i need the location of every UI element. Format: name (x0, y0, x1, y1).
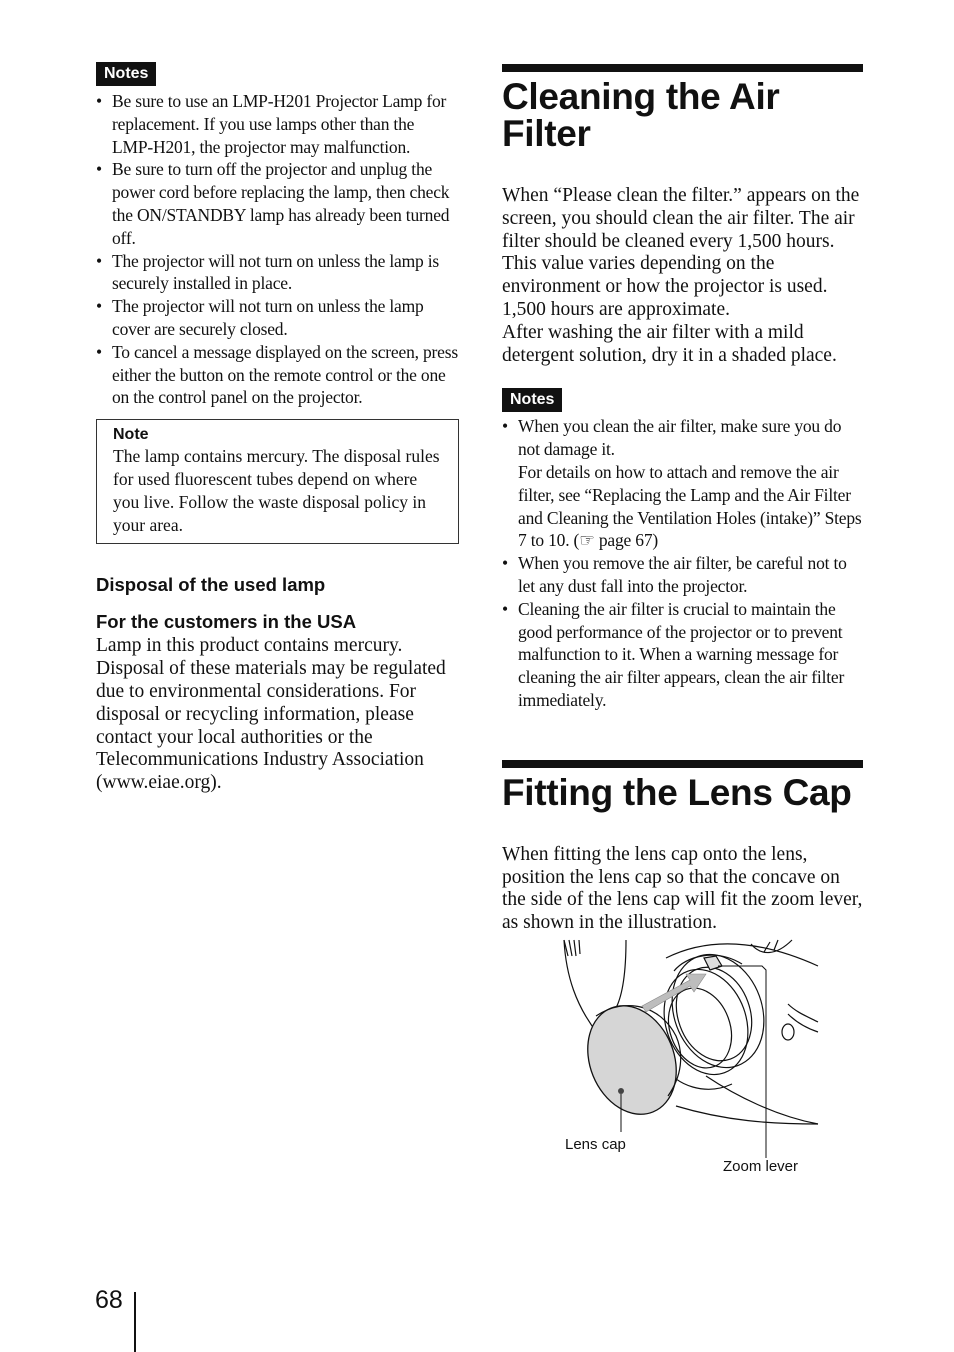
notes-list (96, 90, 458, 409)
page-number-divider (134, 1292, 136, 1352)
disposal-heading: Disposal of the used lamp (96, 574, 326, 596)
list-item: • Cleaning the air filter is crucial to maintain the good performance of the projector or to prevent malfunction to it. When a warning message for cleaning the air filter appears, clean the air filter immediately. (502, 598, 864, 712)
page-number: 68 (95, 1286, 123, 1314)
section-rule (502, 760, 863, 768)
list-item: • The projector will not turn on unless the lamp cover are securely closed. (96, 295, 458, 341)
lens-cap-title: Fitting the Lens Cap (502, 771, 852, 813)
note-subtext: For details on how to attach and remove the air filter, see “Replacing the Lamp and the Air Filter and Cleaning the Ventilation Holes (intake)” Steps 7 to 10. (☞ page 67) (518, 461, 862, 551)
usa-text: Lamp in this product contains mercury. Disposal of these materials may be regulated due to environmental considerations. For disposal or recycling information, please contact your local authorities or the Telecommunications Industry Association (www.eiae.org). (96, 635, 446, 794)
list-item: • The projector will not turn on unless the lamp is securely installed in place. (96, 250, 458, 296)
list-item: • To cancel a message displayed on the screen, press either the button on the remote control or the one on the control panel on the projector. (96, 341, 458, 409)
note-title: Note (113, 426, 149, 444)
list-item (502, 415, 864, 552)
lens-cap-text: When fitting the lens cap onto the lens, position the lens cap so that the concave on the side of the lens cap will fit the zoom lever, as shown in the illustration. (502, 843, 863, 934)
notes-badge: Notes (96, 62, 156, 86)
list-item: • Be sure to turn off the projector and unplug the power cord before replacing the lamp, then check the ON/STANDBY lamp has already been turned off. (96, 158, 458, 249)
left-column (96, 62, 458, 795)
usa-heading: For the customers in the USA (96, 611, 357, 633)
lens-cap-illustration (556, 936, 826, 1186)
air-filter-intro: When “Please clean the filter.” appears on the screen, you should clean the air filter. The air filter should be cleaned every 1,500 hours. This value varies depending on the environment or how the projector is used. 1,500 hours are approximate. (502, 185, 860, 320)
lens-cap-label: Lens cap (565, 1136, 626, 1153)
mercury-note-box (96, 419, 459, 544)
note-text: The lamp contains mercury. The disposal rules for used fluorescent tubes depend on where you live. Follow the waste disposal policy in your area. (113, 446, 440, 535)
list-item: • Be sure to use an LMP-H201 Projector Lamp for replacement. If you use lamps other than the LMP-H201, the projector may malfunction. (96, 90, 458, 158)
note-text: When you clean the air filter, make sure you do not damage it. (518, 416, 842, 460)
list-item: • When you remove the air filter, be careful not to let any dust fall into the projector. (502, 552, 864, 598)
section-rule (502, 64, 863, 72)
air-filter-title: Cleaning the Air Filter (502, 76, 780, 154)
notes-badge: Notes (502, 388, 562, 412)
air-filter-intro-2: After washing the air filter with a mild detergent solution, dry it in a shaded place. (502, 321, 837, 366)
right-column (502, 64, 864, 935)
air-filter-notes (502, 415, 864, 711)
zoom-lever-label: Zoom lever (723, 1158, 799, 1175)
